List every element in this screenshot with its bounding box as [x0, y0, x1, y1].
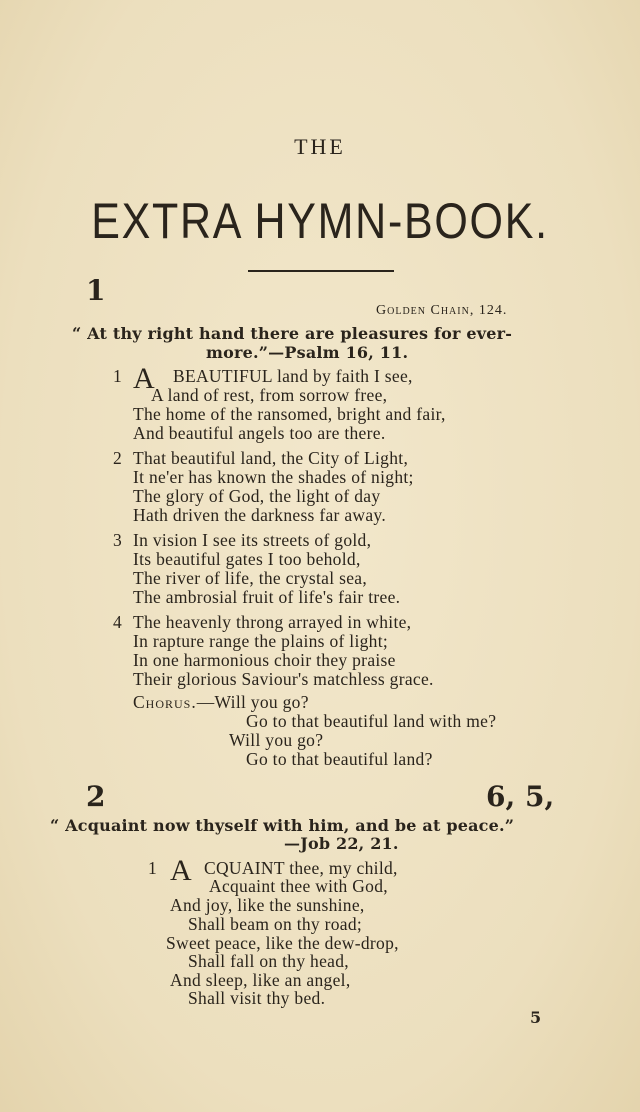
hymn-2-epigraph-line1: “ Acquaint now thyself with him, and be at peace.”: [50, 816, 515, 835]
verse-line: The heavenly throng arrayed in white,: [133, 612, 412, 632]
verse-line: In one harmonious choir they praise: [133, 650, 396, 670]
chorus-line: Go to that beautiful land with me?: [246, 711, 497, 731]
title-rule: [248, 270, 394, 272]
hymn-1-epigraph-line2: more.”—Psalm 16, 11.: [206, 343, 409, 362]
page-number: 5: [530, 1008, 542, 1027]
chorus-text: —Will you go?: [196, 692, 309, 712]
chorus-line: [133, 692, 309, 713]
chorus-line: Go to that beautiful land?: [246, 749, 433, 769]
verse-number: 4: [113, 612, 122, 632]
verse-line: And sleep, like an angel,: [170, 970, 351, 990]
verse-line: BEAUTIFUL land by faith I see,: [173, 366, 413, 386]
hymn-2-epigraph-line2: —Job 22, 21.: [284, 834, 399, 853]
verse-line: That beautiful land, the City of Light,: [133, 448, 409, 468]
verse-line: Shall fall on thy head,: [188, 951, 349, 971]
hymn-1-number: 1: [86, 274, 106, 307]
page-title: EXTRA HYMN-BOOK.: [91, 193, 549, 249]
verse-number: 2: [113, 448, 122, 468]
drop-cap: A: [133, 362, 155, 395]
verse-line: A land of rest, from sorrow free,: [151, 385, 388, 405]
verse-line: And beautiful angels too are there.: [133, 423, 386, 443]
verse-line: Sweet peace, like the dew-drop,: [166, 933, 399, 953]
hymn-2-number: 2: [86, 780, 106, 813]
verse-line: Its beautiful gates I too behold,: [133, 549, 361, 569]
hymn-2-meter: 6, 5,: [486, 780, 555, 813]
verse-line: Shall visit thy bed.: [188, 988, 326, 1008]
header-the: THE: [294, 134, 346, 159]
verse-number: 1: [148, 858, 157, 878]
verse-line: Shall beam on thy road;: [188, 914, 363, 934]
verse-line: The river of life, the crystal sea,: [133, 568, 368, 588]
verse-line: In vision I see its streets of gold,: [133, 530, 372, 550]
hymn-1-tune: Golden Chain, 124.: [376, 303, 508, 318]
verse-line: The glory of God, the light of day: [133, 486, 381, 506]
hymn-1-epigraph-line1: “ At thy right hand there are pleasures for ever-: [72, 324, 513, 343]
verse-line: In rapture range the plains of light;: [133, 631, 389, 651]
verse-line: Hath driven the darkness far away.: [133, 505, 386, 525]
verse-line: CQUAINT thee, my child,: [204, 858, 398, 878]
verse-number: 3: [113, 530, 122, 550]
verse-line: It ne'er has known the shades of night;: [133, 467, 414, 487]
chorus-label: Chorus.: [133, 692, 197, 712]
verse-line: And joy, like the sunshine,: [170, 895, 365, 915]
chorus-line: Will you go?: [229, 730, 324, 750]
verse-line: The ambrosial fruit of life's fair tree.: [133, 587, 401, 607]
verse-line: The home of the ransomed, bright and fair,: [133, 404, 446, 424]
verse-number: 1: [113, 366, 122, 386]
drop-cap: A: [170, 854, 192, 887]
verse-line: Acquaint thee with God,: [209, 876, 388, 896]
verse-line: Their glorious Saviour's matchless grace.: [133, 669, 434, 689]
